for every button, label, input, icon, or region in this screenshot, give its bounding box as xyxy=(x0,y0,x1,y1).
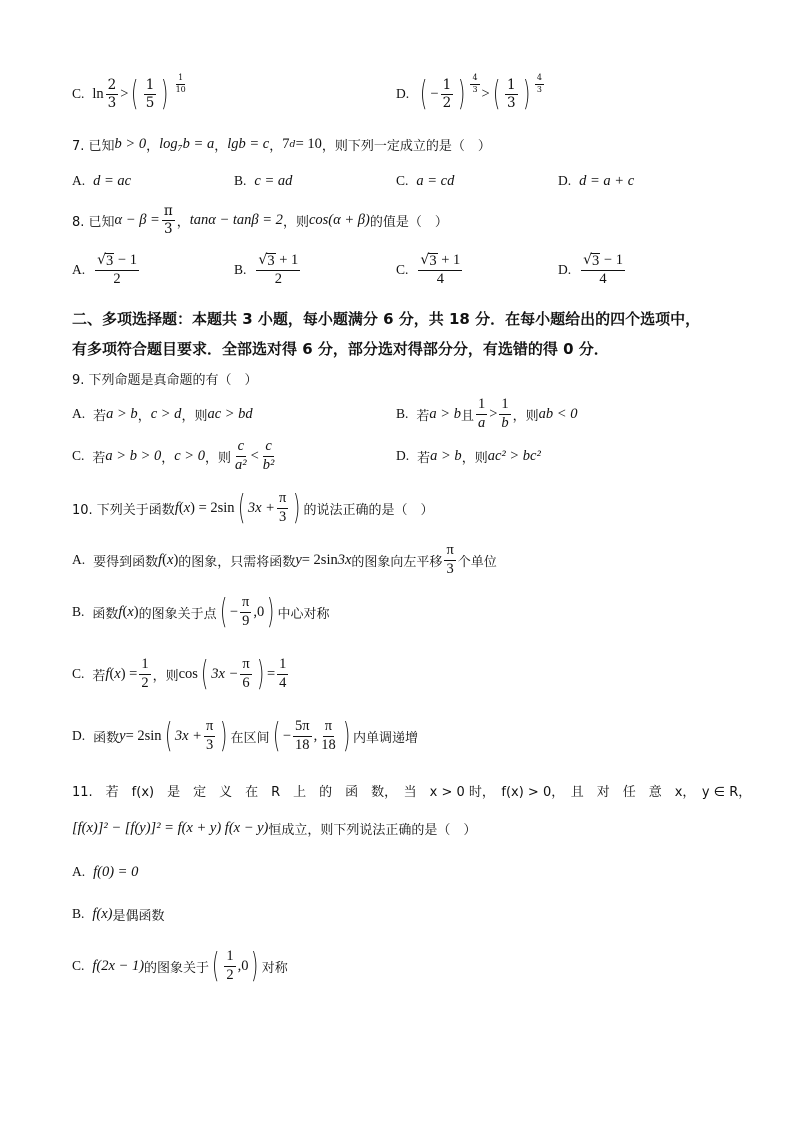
q10-stem: 10. 下列关于函数 f ( x ) = 2sin ( 3x + $\frac{\pi}{3}$ ) 的说法正确的是（ ） xyxy=(72,488,434,528)
option-label: D. xyxy=(396,86,410,101)
q11-stem-line2: [f(x)]² − [f(y)]² = f(x + y) f(x − y) 恒成立，则下列说法正确的是（ ） xyxy=(72,819,477,838)
q6-option-c: C. ln $\frac{2}{3}$ > ( $\frac{1}{5}$ ) $\frac{1}{10}$ xyxy=(72,73,186,114)
fraction: $\frac{2}{3}$ xyxy=(107,77,117,111)
q9-option-a: A. 若 a > b ， c > d ，则 ac > bd xyxy=(72,405,253,424)
q10-option-b: B. 函数 f ( x ) 的图象关于点 ( − $\frac{\pi}{9}$ ,0 ) 中心对称 xyxy=(72,592,330,632)
q6-option-d: D. ( − $\frac{1}{2}$ ) $\frac{4}{3}$ > ( $\frac{1}{3}$ ) $\frac{4}{3}$ xyxy=(396,73,542,114)
q11-option-b: B. f(x) 是偶函数 xyxy=(72,905,165,924)
q11-option-a: A. f(0) = 0 xyxy=(72,863,139,880)
q7-option-b: B. c = ad xyxy=(234,172,293,189)
q9-option-b: B. 若 a > b 且 $\frac{1}{a}$ > $\frac{1}{b}$ ，则 ab < 0 xyxy=(396,396,578,431)
q8-option-d: D. √ 3 − 1 4 xyxy=(558,251,623,287)
q9-option-d: D. 若 a > b ，则 ac² > bc² xyxy=(396,447,541,466)
section-title-line2: 有多项符合题目要求．全部选对得 6 分，部分选对得部分分，有选错的得 0 分． xyxy=(72,340,609,358)
q7-option-a: A. d = ac xyxy=(72,172,132,189)
section-title-line1: 二、多项选择题：本题共 3 小题，每小题满分 6 分，共 18 分．在每小题给出的四个选项中， xyxy=(72,310,701,328)
q8-stem: 8. 已知 α − β = $\frac{\pi}{3}$ ， tanα − tanβ = 2 ，则 cos(α + β) 的值是（ ） xyxy=(72,203,448,237)
q10-option-d: D. 函数 y = 2sin ( 3x + $\frac{\pi}{3}$ ) 在区间 ( − $\frac{5\pi}{18}$ , $\frac{\pi}{18}$ ) 内单调递增 xyxy=(72,716,418,756)
q10-option-a: A. 要得到函数 f ( x ) 的图象，只需将函数 y = 2sin 3x 的图象向左平移 $\frac{\pi}{3}$ 个单位 xyxy=(72,542,497,577)
q11-stem-line1: 11. 若 f(x) 是 定 义 在 R 上 的 函 数， 当 x > 0 时， f(x) > 0， 且 对 任 意 x， y ∈ R， xyxy=(72,784,752,800)
q7-option-d: D. d = a + c xyxy=(558,172,635,189)
q8-option-a: A. √ 3 − 1 2 xyxy=(72,251,137,287)
option-label: C. xyxy=(72,86,85,101)
q9-stem: 9. 下列命题是真命题的有（ ） xyxy=(72,372,258,388)
q7-stem: 7. 已知 b > 0 ， log₇b = a ， lgb = c ， 7 d = 10 ，则下列一定成立的是（ ） xyxy=(72,135,491,154)
q10-option-c: C. 若 f ( x ) = $\frac{1}{2}$ ，则 cos ( 3x − $\frac{\pi}{6}$ ) = $\frac{1}{4}$ xyxy=(72,654,287,694)
q8-option-c: C. √ 3 + 1 4 xyxy=(396,251,461,287)
q9-option-c: C. 若 a > b > 0 ， c > 0 ，则 $\frac{c}{\text{a²}}$ < $\frac{c}{\text{b²}}$ xyxy=(72,438,275,473)
q8-option-b: B. √ 3 + 1 2 xyxy=(234,251,299,287)
q7-option-c: C. a = cd xyxy=(396,172,455,189)
q11-option-c: C. f(2x − 1) 的图象关于 ( $\frac{1}{2}$ ,0 ) 对称 xyxy=(72,946,288,986)
